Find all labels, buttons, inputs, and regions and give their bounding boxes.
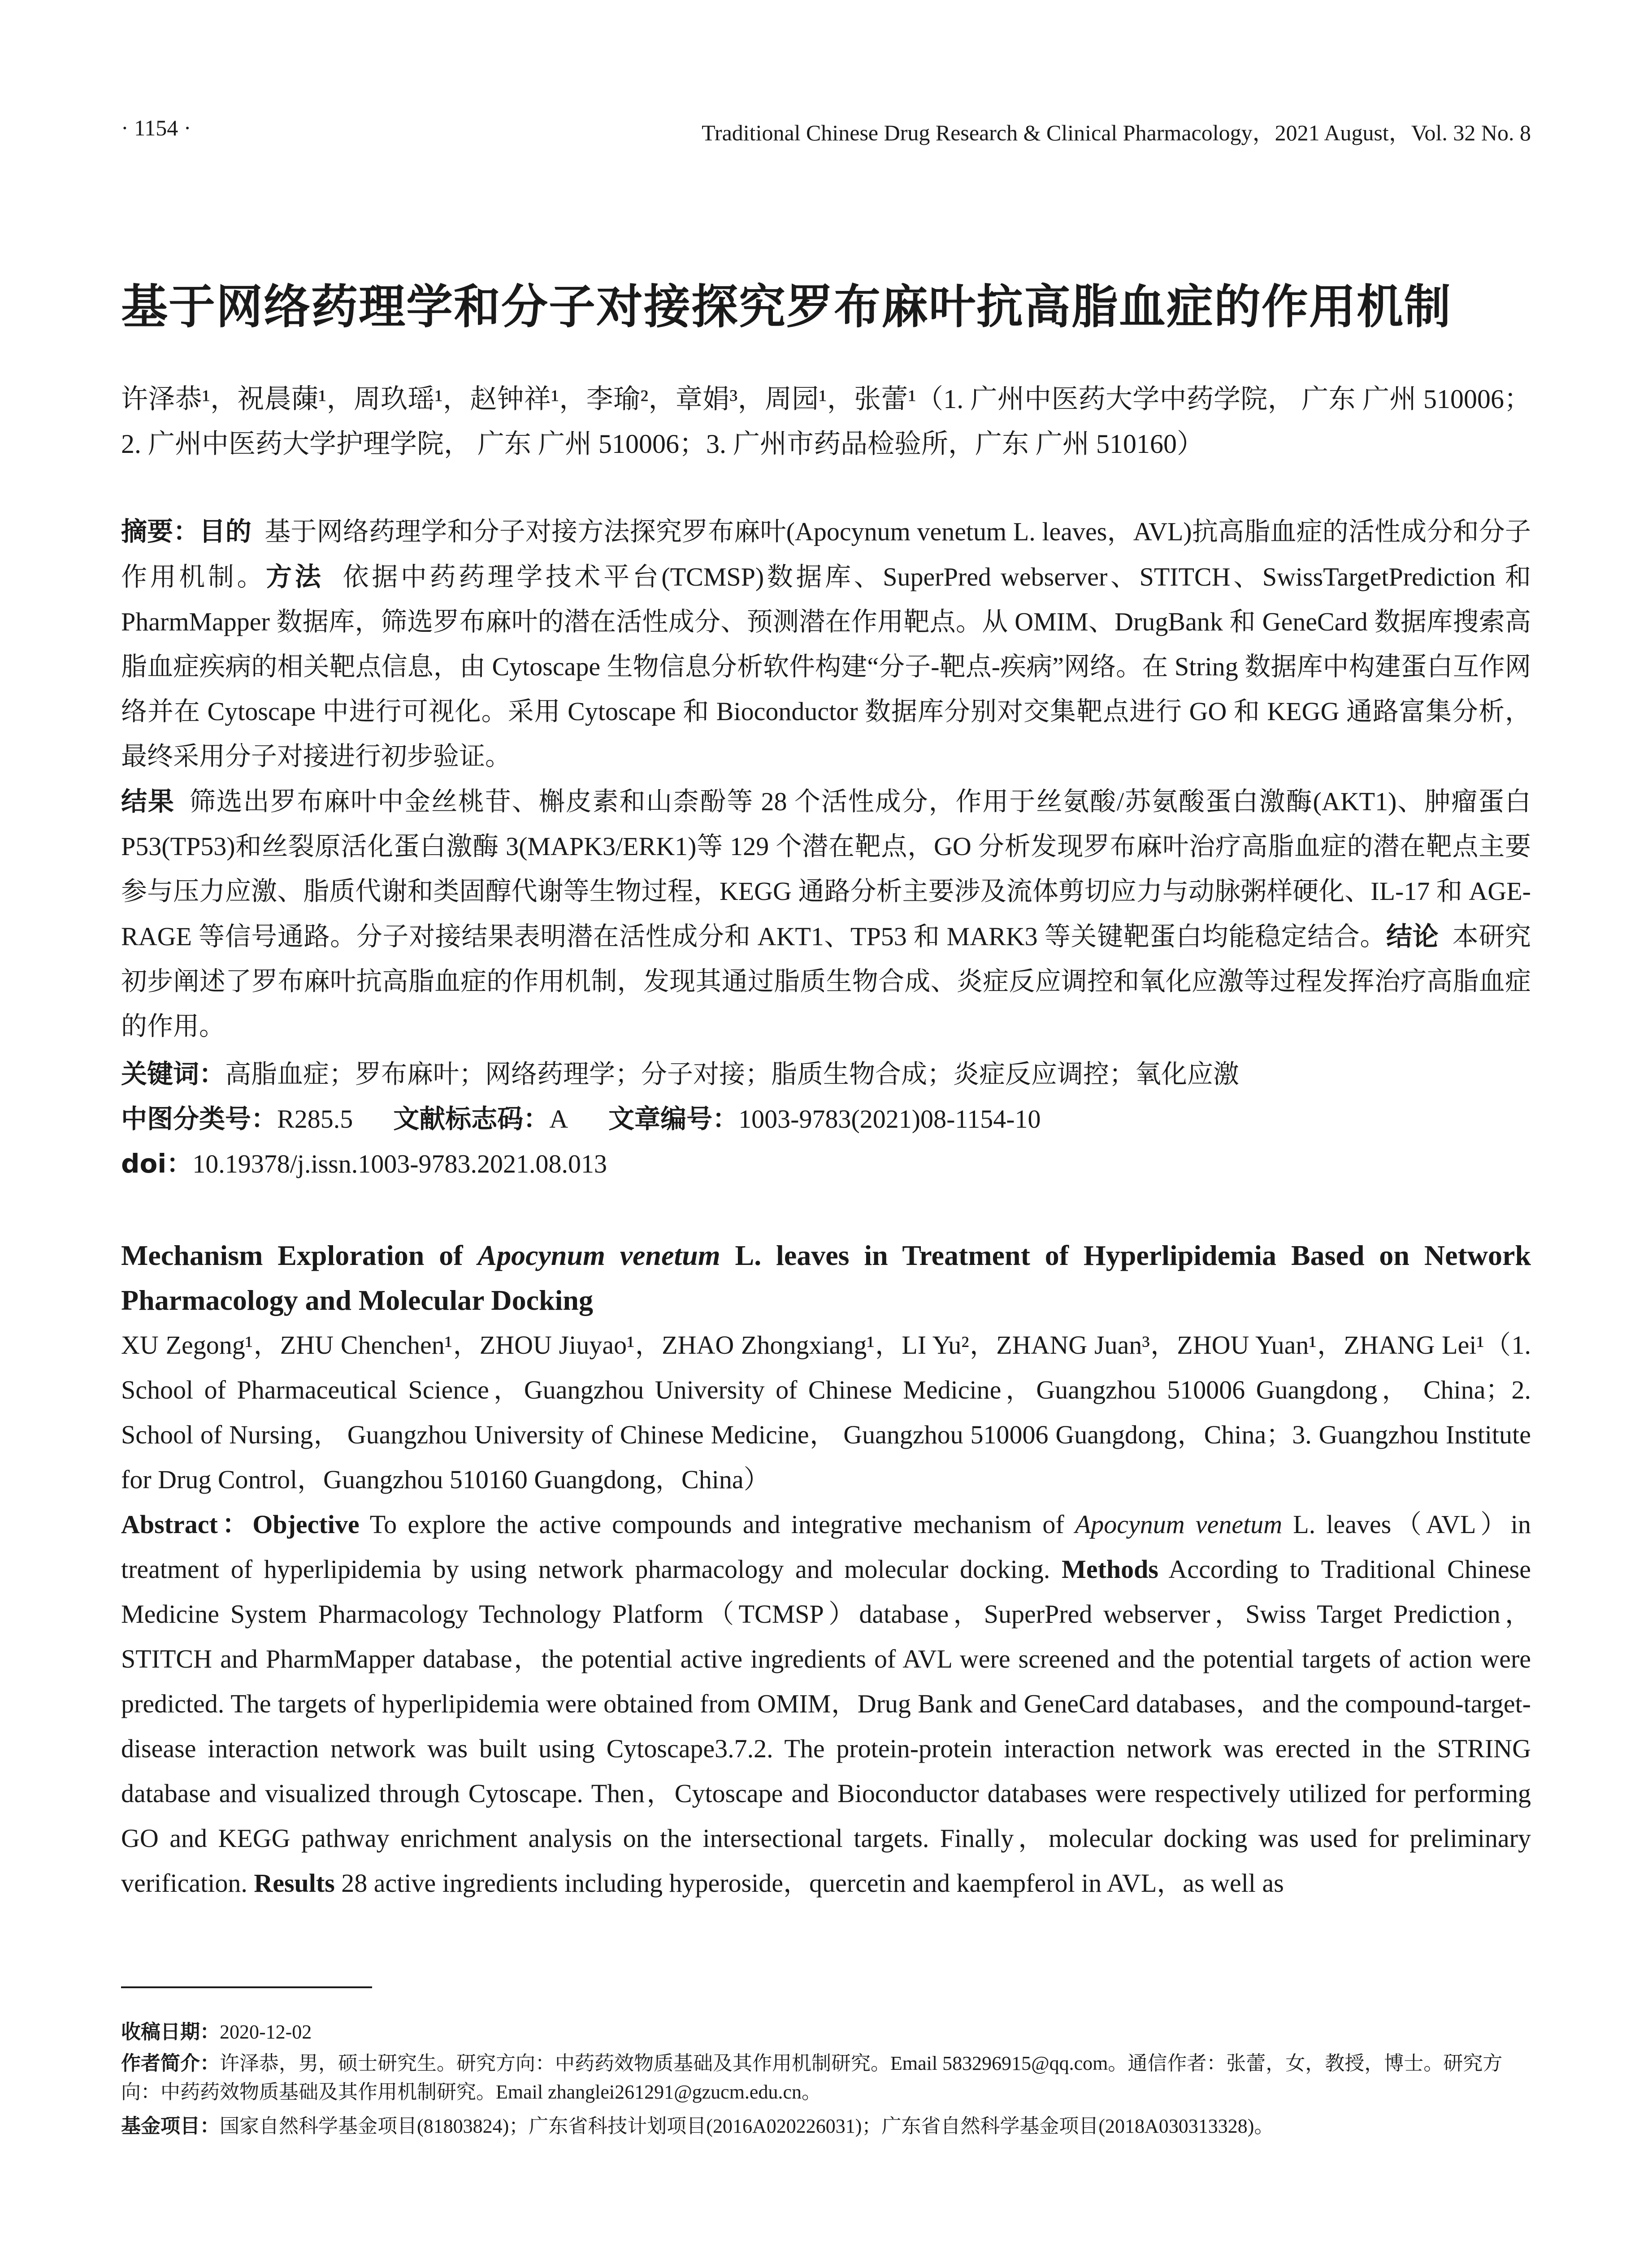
english-title-species: Apocynum venetum	[477, 1239, 720, 1271]
classification-line	[121, 1096, 1531, 1142]
english-title	[121, 1233, 1531, 1323]
en-results-label: Results	[254, 1868, 335, 1898]
clc-label: 中图分类号：	[121, 1104, 278, 1134]
english-title-part2: L. leaves in Treatment of Hyperlipidemia Based on Network Pharmacology and Molecular Docking	[121, 1239, 1531, 1316]
en-objective-label: Objective	[252, 1510, 360, 1539]
en-objective-text-1: To explore the active compounds and integrative mechanism of	[359, 1510, 1075, 1539]
bio-label: 作者简介：	[121, 2052, 220, 2075]
fund-label: 基金项目：	[121, 2115, 220, 2138]
bio-text: 许泽恭，男，硕士研究生。研究方向：中药药效物质基础及其作用机制研究。Email 583296915@qq.com。通信作者：张蕾，女，教授，博士。研究方向：中药药效物质基础及其作用机制研究。Email zhanglei261291@gzucm.edu.cn。	[121, 2052, 1503, 2103]
page-number: · 1154 ·	[121, 115, 191, 140]
running-header	[121, 115, 1531, 146]
chinese-abstract	[121, 509, 1531, 1049]
en-methods-label: Methods	[1062, 1555, 1158, 1584]
objective-label: 目的	[199, 516, 251, 547]
en-objective-species: Apocynum venetum	[1075, 1510, 1283, 1539]
clc-value: R285.5	[277, 1104, 353, 1134]
results-label: 结果	[121, 786, 175, 817]
objective-text: 基于网络药理学和分子对接方法探究罗布麻叶(Apocynum venetum L. leaves，AVL)抗高脂血症的活性成分和分子作用机制。	[121, 517, 1531, 591]
chinese-authors: 许泽恭¹，祝晨蔯¹，周玖瑶¹，赵钟祥¹，李瑜²，章娟³，周园¹，张蕾¹（1. 广州中医药大学中药学院， 广东 广州 510006；2. 广州中医药大学护理学院， 广东 广州 510006；3. 广州市药品检验所，广东 广州 510160）	[121, 384, 1531, 459]
english-title-part1: Mechanism Exploration of	[121, 1239, 478, 1271]
doi-line	[121, 1141, 1531, 1186]
received-label: 收稿日期：	[121, 2020, 220, 2043]
article-no-label: 文章编号：	[608, 1104, 739, 1134]
doi-label: doi：	[121, 1148, 193, 1179]
english-abstract	[121, 1502, 1531, 1906]
results-text: 筛选出罗布麻叶中金丝桃苷、槲皮素和山柰酚等 28 个活性成分，作用于丝氨酸/苏氨酸蛋白激酶(AKT1)、肿瘤蛋白 P53(TP53)和丝裂原活化蛋白激酶 3(MAPK3/ERK1)等 129 个潜在靶点，GO 分析发现罗布麻叶治疗高脂血症的潜在靶点主要参与压力应激、脂质代谢和类固醇代谢等生物过程，KEGG 通路分析主要涉及流体剪切应力与动脉粥样硬化、IL-17 和 AGE-RAGE 等信号通路。分子对接结果表明潜在活性成分和 AKT1、TP53 和 MARK3 等关键靶蛋白均能稳定结合。	[121, 787, 1531, 951]
article-no-value: 1003-9783(2021)08-1154-10	[738, 1104, 1041, 1134]
received-date: 2020-12-02	[220, 2021, 312, 2043]
en-results-text: 28 active ingredients including hyperoside，quercetin and kaempferol in AVL，as well as	[334, 1868, 1284, 1898]
footnote-divider	[121, 1986, 372, 1988]
conclusion-text: 本研究初步阐述了罗布麻叶抗高脂血症的作用机制，发现其通过脂质生物合成、炎症反应调控和氧化应激等过程发挥治疗高脂血症的作用。	[121, 922, 1531, 1041]
footnote-received	[121, 2018, 1531, 2046]
english-authors: XU Zegong¹，ZHU Chenchen¹，ZHOU Jiuyao¹，ZHAO Zhongxiang¹，LI Yu²，ZHANG Juan³，ZHOU Yuan¹，ZHANG Lei¹（1. School of Pharmaceutical Science，Guangzhou University of Chinese Medicine，Guangzhou 510006 Guangdong， China；2. School of Nursing， Guangzhou University of Chinese Medicine， Guangzhou 510006 Guangdong，China；3. Guangzhou Institute for Drug Control，Guangzhou 510160 Guangdong，China）	[121, 1330, 1531, 1494]
chinese-title: 基于网络药理学和分子对接探究罗布麻叶抗高脂血症的作用机制	[121, 279, 1452, 334]
footnote-funding	[121, 2112, 1531, 2141]
en-abstract-label: Abstract：	[121, 1510, 253, 1539]
keywords-label: 关键词：	[121, 1059, 225, 1089]
methods-text: 依据中药药理学技术平台(TCMSP)数据库、SuperPred webserver、STITCH、SwissTargetPrediction 和 PharmMapper 数据库，筛选罗布麻叶的潜在活性成分、预测潜在作用靶点。从 OMIM、DrugBank 和 GeneCard 数据库搜索高脂血症疾病的相关靶点信息，由 Cytoscape 生物信息分析软件构建“分子-靶点-疾病”网络。在 String 数据库中构建蛋白互作网络并在 Cytoscape 中进行可视化。采用 Cytoscape 和 Bioconductor 数据库分别对交集靶点进行 GO 和 KEGG 通路富集分析，最终采用分子对接进行初步验证。	[121, 562, 1531, 771]
en-methods-text: According to Traditional Chinese Medicine System Pharmacology Technology Platform（TCMSP）database，SuperPred webserver，Swiss Target Prediction，STITCH and PharmMapper database，the potential active ingredients of AVL were screened and the potential targets of action were predicted. The targets of hyperlipidemia were obtained from OMIM，Drug Bank and GeneCard databases，and the compound-target-disease interaction network was built using Cytoscape3.7.2. The protein-protein interaction network was erected in the STRING database and visualized through Cytoscape. Then，Cytoscape and Bioconductor databases were respectively utilized for performing GO and KEGG pathway enrichment analysis on the intersectional targets. Finally，molecular docking was used for preliminary verification.	[121, 1555, 1531, 1898]
conclusion-label: 结论	[1386, 921, 1439, 952]
keywords-text: 高脂血症；罗布麻叶；网络药理学；分子对接；脂质生物合成；炎症反应调控；氧化应激	[225, 1060, 1240, 1089]
doc-code-value: A	[549, 1104, 568, 1134]
chinese-keywords	[121, 1051, 1531, 1097]
methods-label: 方法	[266, 561, 324, 592]
abstract-label: 摘要：	[121, 516, 199, 547]
doc-code-label: 文献标志码：	[393, 1104, 550, 1134]
footnote-author-bio	[121, 2049, 1531, 2107]
doi-value: 10.19378/j.issn.1003-9783.2021.08.013	[192, 1149, 607, 1178]
fund-text: 国家自然科学基金项目(81803824)；广东省科技计划项目(2016A020226031)；广东省自然科学基金项目(2018A030313328)。	[220, 2115, 1274, 2137]
en-objective-text-2: L. leaves（AVL）in treatment of hyperlipidemia by using network pharmacology and molecular docking.	[121, 1510, 1531, 1584]
journal-citation: Traditional Chinese Drug Research & Clinical Pharmacology，2021 August，Vol. 32 No. 8	[702, 120, 1531, 145]
